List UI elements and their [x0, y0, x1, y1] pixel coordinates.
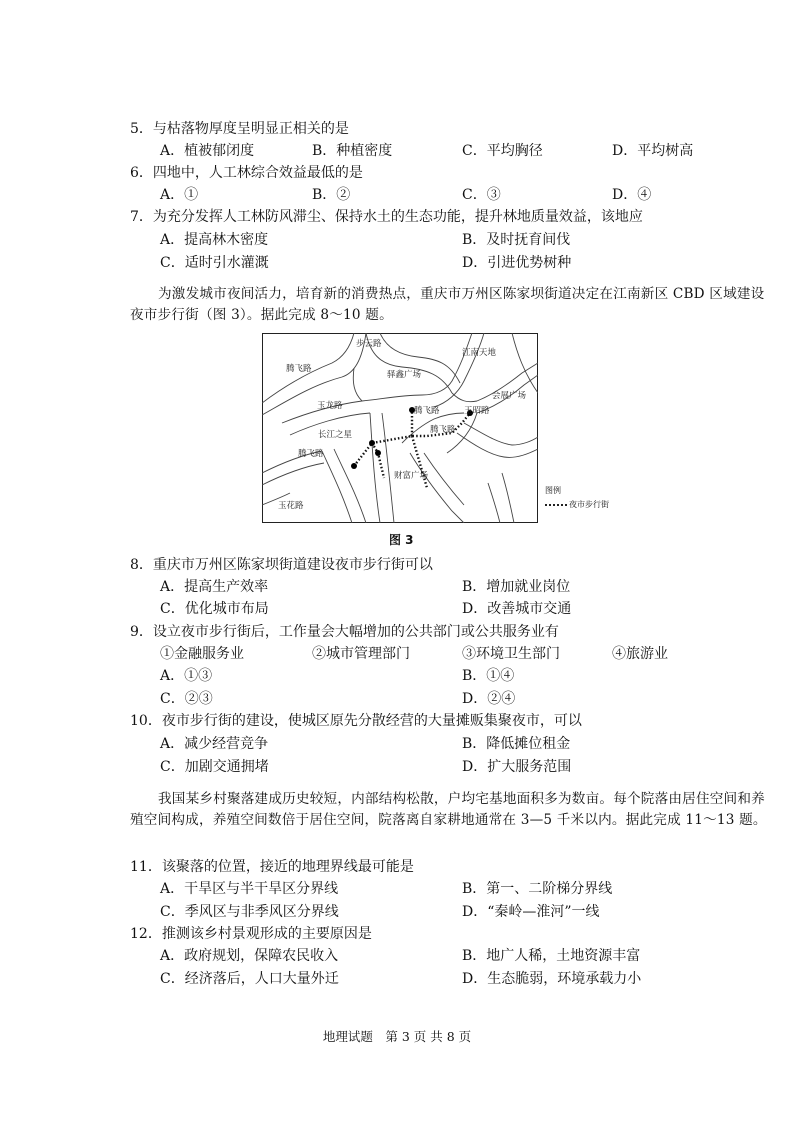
legend-item-label: 夜市步行街 [569, 500, 609, 509]
q8-option-a: A．提高生产效率 [160, 579, 269, 595]
figure-3-map [262, 333, 538, 523]
map-frame [263, 334, 538, 523]
figure-caption: 图 3 [389, 533, 414, 547]
route-node [375, 450, 381, 456]
label-yuhua-road: 玉花路 [278, 501, 304, 511]
q6-option-b: B．② [312, 187, 351, 203]
q9-option-d: D．②④ [462, 691, 516, 707]
label-tengfei-road-1: 腾飞路 [286, 364, 312, 374]
q9-item-1: ①金融服务业 [160, 646, 244, 662]
q12-option-b: B．地广人稀，土地资源丰富 [462, 948, 641, 964]
q5-option-a: A．植被郁闭度 [160, 143, 255, 159]
q6-option-d: D．④ [612, 187, 652, 203]
q9-item-3: ③环境卫生部门 [462, 646, 560, 662]
q11-option-d: D．“秦岭—淮河”一线 [462, 904, 600, 920]
question-8-stem: 8．重庆市万州区陈家坝街道建设夜市步行街可以 [130, 557, 433, 573]
q5-option-d: D．平均树高 [612, 143, 694, 159]
q9-option-c: C．②③ [160, 691, 213, 707]
q10-option-c: C．加剧交通拥堵 [160, 759, 269, 775]
q11-option-c: C．季风区与非季风区分界线 [160, 904, 339, 920]
question-7-stem: 7．为充分发挥人工林防风滞尘、保持水土的生态功能，提升林地质量效益，该地应 [130, 209, 643, 225]
label-yuzhao-road: 玉昭路 [464, 406, 490, 416]
route-node [369, 440, 375, 446]
label-huizhan-plaza: 会展广场 [492, 391, 527, 401]
q10-option-d: D．扩大服务范围 [462, 759, 572, 775]
q6-option-a: A．① [160, 187, 199, 203]
q7-option-d: D．引进优势树种 [462, 255, 572, 271]
label-buyun-road: 步云路 [356, 339, 382, 349]
question-6-stem: 6．四地中，人工林综合效益最低的是 [130, 165, 363, 181]
question-5-stem: 5．与枯落物厚度呈明显正相关的是 [130, 121, 349, 137]
q10-option-b: B．降低摊位租金 [462, 736, 571, 752]
q7-option-c: C．适时引水灌溉 [160, 255, 269, 271]
legend-title: 图例 [545, 486, 561, 495]
label-yixin-plaza: 驿鑫广场 [387, 370, 422, 380]
q9-item-4: ④旅游业 [612, 646, 668, 662]
label-tengfei-road-3: 腾飞路 [430, 425, 456, 435]
q12-option-c: C．经济落后，人口大量外迁 [160, 971, 339, 987]
q5-option-b: B．种植密度 [312, 143, 393, 159]
legend-dotted-line-icon [545, 504, 567, 506]
q9-item-2: ②城市管理部门 [312, 646, 410, 662]
q7-option-b: B．及时抚育间伐 [462, 232, 571, 248]
q11-option-a: A．干旱区与半干旱区分界线 [160, 881, 339, 897]
q9-option-a: A．①③ [160, 668, 213, 684]
label-tengfei-road-2: 腾飞路 [414, 406, 440, 416]
q7-option-a: A．提高林木密度 [160, 232, 269, 248]
label-yulong-road: 玉龙路 [317, 401, 343, 411]
question-10-stem: 10．夜市步行街的建设，使城区原先分散经营的大量摊贩集聚夜市，可以 [130, 713, 582, 729]
q8-option-c: C．优化城市布局 [160, 601, 269, 617]
question-9-stem: 9．设立夜市步行街后，工作量会大幅增加的公共部门或公共服务业有 [130, 624, 559, 640]
q12-option-d: D．生态脆弱，环境承载力小 [462, 971, 642, 987]
q5-option-c: C．平均胸径 [462, 143, 543, 159]
route-node [351, 463, 357, 469]
page-footer: 地理试题 第 3 页 共 8 页 [322, 1029, 472, 1044]
q8-option-d: D．改善城市交通 [462, 601, 572, 617]
question-12-stem: 12．推测该乡村景观形成的主要原因是 [130, 926, 372, 942]
q12-option-a: A．政府规划，保障农民收入 [160, 948, 339, 964]
label-changjiang-star: 长江之星 [318, 430, 353, 440]
intro-8-10: 为激发城市夜间活力，培育新的消费热点，重庆市万州区陈家坝街道决定在江南新区 CBD 区域建设夜市步行街（图 3）。据此完成 8～10 题。 [130, 286, 765, 323]
q9-option-b: B．①④ [462, 668, 515, 684]
label-caifu-plaza: 财富广场 [394, 471, 429, 481]
q6-option-c: C．③ [462, 187, 501, 203]
q10-option-a: A．减少经营竞争 [160, 736, 269, 752]
question-11-stem: 11．该聚落的位置，接近的地理界线最可能是 [130, 859, 414, 875]
q8-option-b: B．增加就业岗位 [462, 579, 571, 595]
q11-option-b: B．第一、二阶梯分界线 [462, 881, 613, 897]
legend-item [545, 498, 609, 512]
label-tengfei-road-4: 腾飞路 [298, 449, 324, 459]
label-jiangnan-tiandi: 江南天地 [462, 348, 497, 358]
intro-11-13: 我国某乡村聚落建成历史较短，内部结构松散，户均宅基地面积多为数亩。每个院落由居住空间和养殖空间构成，养殖空间数倍于居住空间，院落离自家耕地通常在 3—5 千米以内。据此完成 11～13 题。 [130, 791, 767, 828]
map-legend [545, 484, 609, 512]
